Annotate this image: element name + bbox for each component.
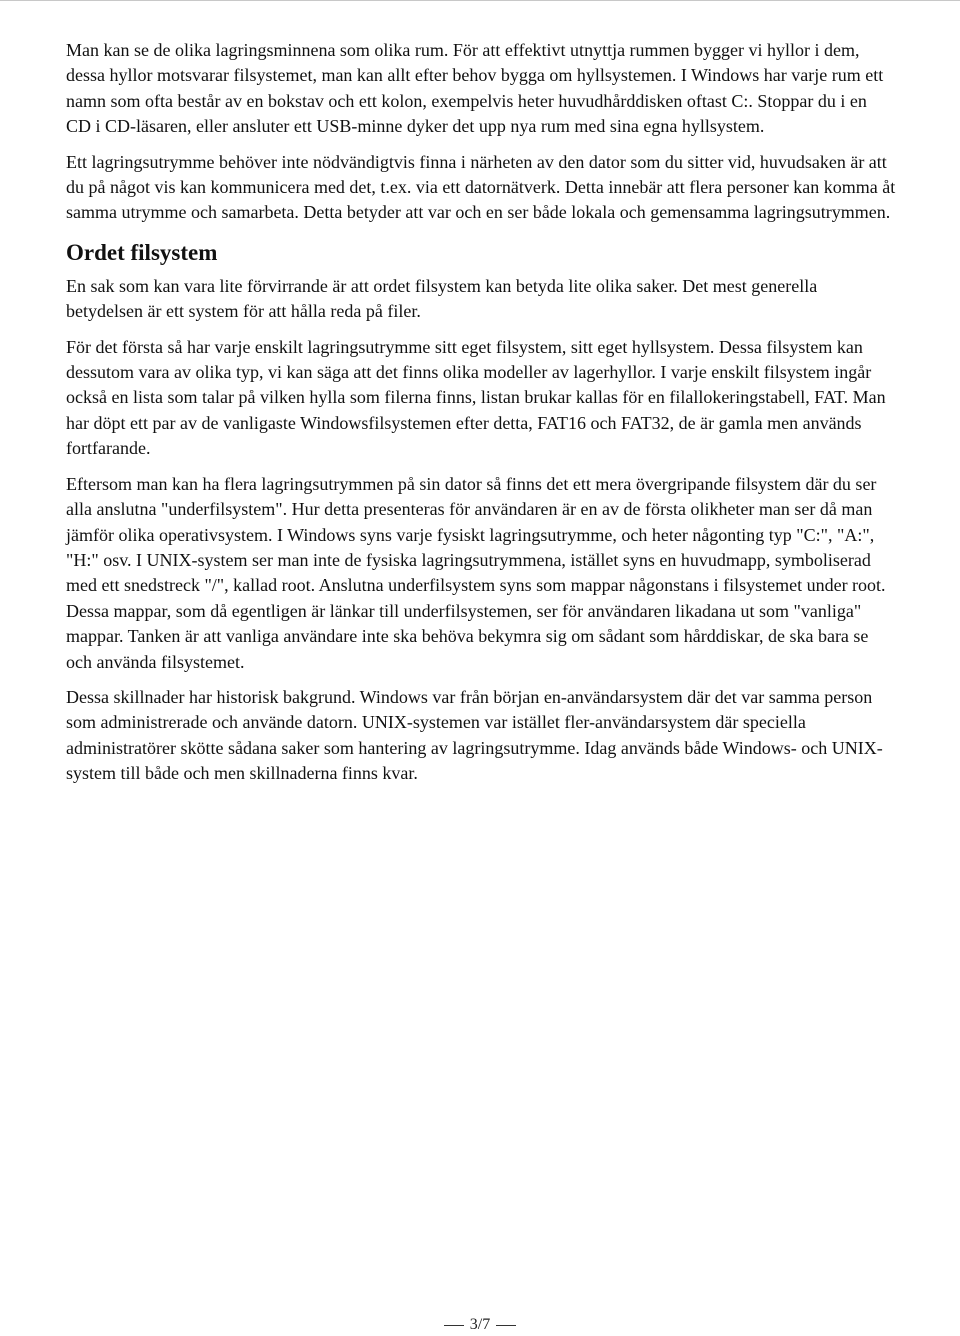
footer-dash-right — [496, 1325, 516, 1326]
paragraph-lagringsminnen: Man kan se de olika lagringsminnena som olika rum. För att effektivt utnyttja rummen bygger vi hyllor i dem, dessa hyllor motsvarar filsystemet, man kan allt efter behov bygga om hyllsystemen. I Windows har varje rum ett namn som ofta består av en bokstav och ett kolon, exempelvis heter huvudhårddisken oftast C:. Stoppar du i en CD i CD-läsaren, eller ansluter ett USB-minne dyker det upp nya rum med sina egna hyllsystem. — [66, 40, 884, 137]
paragraph-definition: En sak som kan vara lite förvirrande är att ordet filsystem kan betyda lite olika saker. Det mest generella betydelsen är ett system för att hålla reda på filer. — [66, 275, 818, 322]
page-footer — [0, 1316, 960, 1334]
document-body — [66, 38, 896, 797]
paragraph-fat: För det första så har varje enskilt lagringsutrymme sitt eget filsystem, sitt eget hyllsystem. Dessa filsystem kan dessutom vara av olika typ, vi kan säga att det finns olika modeller av lagerhyllor. I varje enskilt filsystem ingår också en lista som talar på vilken hylla som filerna finns, listan brukar kallas för en filallokeringstabell, FAT. Man har döpt ett par av de vanligaste Windowsfilsystemen efter detta, FAT16 och FAT32, de är gamla men används fortfarande. — [66, 336, 886, 459]
paragraph-overgripande: Eftersom man kan ha flera lagringsutrymmen på sin dator så finns det ett mera övergripande filsystem där du ser alla anslutna "underfilsystem". Hur detta presenteras för användaren är en av de första olikheter man ser då man jämför olika operativsystem. I Windows syns varje fysiskt lagringsutrymme, och heter någonting typ "C:", "A:", "H:" osv. I UNIX-system ser man inte de fysiska lagringsutrymmena, istället syns en huvudmapp, symboliserad med ett snedstreck "/", kallad root. Anslutna underfilsystem syns som mappar någonstans i filsystemet under root. Dessa mappar, som då egentligen är länkar till underfilsystemen, ser för användaren likadana ut som "vanliga" mappar. Tanken är att vanliga användare inte ska behöva bekymra sig om sådant som hårddiskar, de ska bara se och använda filsystemet. — [66, 473, 886, 672]
page-number: 3/7 — [469, 1316, 491, 1333]
top-border — [0, 0, 960, 1]
paragraph-historisk: Dessa skillnader har historisk bakgrund. Windows var från början en-användarsystem där det var samma person som administrerade och använde datorn. UNIX-systemen var istället fler-användarsystem där speciella administratörer skötte sådana saker som hantering av lagringsutrymme. Idag används både Windows- och UNIX-system till både och men skillnaderna finns kvar. — [66, 686, 883, 784]
section-heading: Ordet filsystem — [66, 239, 218, 265]
paragraph-lagringsutrymme: Ett lagringsutrymme behöver inte nödvändigtvis finna i närheten av den dator som du sitter vid, huvudsaken är att du på något vis kan kommunicera med det, t.ex. via ett datornätverk. Detta innebär att flera personer kan komma åt samma utrymme och samarbeta. Detta betyder att var och en ser både lokala och gemensamma lagringsutrymmen. — [66, 151, 896, 223]
footer-dash-left — [444, 1325, 464, 1326]
